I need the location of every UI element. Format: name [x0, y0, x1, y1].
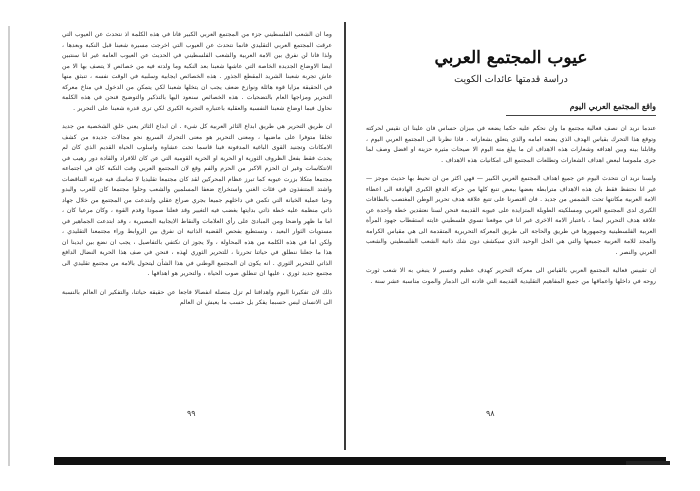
chapter-title: عيوب المجتمع العربي [434, 48, 588, 68]
left-paragraph-3: ذلك لان تفكيرنا اليوم واهدافنا لم تزل متصلة انفصالا فاجعا عن حقيقة حياتنا، والتفكير ان العالم بالنسبة الى الانسان ليس حسبما يفكر بل حسب ما يعيش ان العالم [62, 288, 332, 306]
book-gutter [344, 22, 346, 450]
left-page-number: ٩٩ [187, 409, 196, 418]
left-paragraph-2: ان طريق التحرير هي طريق ابداع الثائر العربية كل شيء . ان ابداع الثائر يعني خلق الشخصية من جديد تخلقا متوفرا على ماضيها ، ومعنى التحرير هو معنى التحرك السريع نحو مجالات جديدة من كشف الامكانات وتجنيد القوى الباغية المدفونة فينا قاسما تحت عشاوة واسلوب الحياة القديم الذي كان لم يحدث فقط بفعل الظروف الثورية او الحرية او الحرية القومية التي عن كان للافراد والقادة دور رهيب في الانتكاسات وغير ان الحزم الاكبر من الحزم والفم وقع لان المجتمع العربي وقت النكبة كان في اجتماعه مجتمعا متكلا بزرت عيوبه كما تبرز عظام المحركين لقد كان مجتمعا تقليديا لا تماسك فيه غيرته التناقضات واشتد المتنفذون في فئات الغني واستخراج ضعفا المسلمين والشعب وحلوا مجتمعا كان للعرب والبدو وحيا عملية الخيانة التي تكمن في داخلهم جميعا بجري صراع عقلي وابتدعت من المجتمع من خلال جهاد ذاتي منظمة عليه خطة ذاتي بدايتها بغضب فيه التغيير وقد فعلنا صمودا وقدم القوة ، وكان مرعيا كان ، اما ما ظهر واضحا ومن المبادئ على رأي العلامات والنقاط الايجابية المصيرية ، وقد ابتدعت الجماهير في مستويات الثوار البعيد ، ونستطيع بفحص القضية الذاتية ان نفرق بين الروابط وراء مجتمعنا التقليدي ، ولكن اما في هذه الكلمة من هذه المحاولة ، ولا يجوز ان نكتفي بالتفاصيل ، يجب ان نضع بين ايدينا ان هذا ما جعلنا ننطلق في حياتنا تحررنا ، للتحرير الثوري لهذه ، فنحن في صف هذا الحرية النضال الدافع الذاتي للتحرير الثوري . انه يكون ان المجتمع الوطني في هذا الشأن ليتحول بالامة من مجتمع تقليدي الى مجتمع جديد ثوري ، عليها ان تنطلق صوب الحياة ، والتحرير هو اهدافها . [62, 123, 332, 277]
right-page [366, 30, 656, 430]
right-paragraph-1: عندما نريد ان نصف فعالية مجتمع ما وان نحكم عليه حكما يضعه في ميزان حساس فان علينا ان نقيس لحركته وتوقع هذا التحرك بقياس الهدف الذي يضعه امامه والذي يتعلق بشعاراته . فاذا نظرنا الى المجتمع العربي اليوم ، وقابلنا بينه وبين اهدافه وشعارات هذه الاهداف ان ما يبلغ منه اليوم الا صيحات مثيرة حزينة او افضل وصف لما جرى ملموسا لبعض اهداف الشعارات وتطلعات المجتمع الى امكانيات هذه الاهداف . [366, 125, 656, 164]
section-heading: واقع المجتمع العربي اليوم [569, 101, 656, 111]
right-paragraph-3: ان تقييس فعالية المجتمع العربي بالقياس الى معركة التحرير كهدف عظيم وعسير لا ينبغي به الا شعب ثورت روحه في داخلها واعماقها من جميع المفاهيم التقليدية القديمة التي قادته الى الدمار والموت مناسبة عشر سنة . [366, 267, 656, 285]
chapter-subtitle: دراسة قدمتها عائدات الكويت [454, 74, 568, 85]
scan-bottom-shadow [54, 457, 666, 465]
scan-corner-shadow [626, 461, 670, 465]
section-rule [506, 115, 656, 116]
left-page [62, 30, 332, 430]
page-edge [8, 26, 10, 466]
right-paragraph-2: ولسنا نريد ان نتحدث اليوم عن جميع اهداف المجتمع العربي الكبير — فهي اكثر من ان نحيط بها حديث موجز — غير انا نحتفظ فقط بان هذه الاهداف مترابطة بعضها ببعض تنبع كلها من حركة الدفع الكبرى الهادفة الى اعطاء الامة العربية مكانتها تحت الشمس من جديد . فان اقتصرنا على تتبع علاقة هدف تحرير الوطن المغتصب بالطاقات الكبرى لدى المجتمع العربي ومسلكيته الطويلة المتزايدة على عيوبه القديمة فنحن لسنا نعتقدين خطة واحدة عن علاقة هدف التحرير ايضا ، باعتبار الامة الاخرى غير انا في موقعنا تسوي فلسطيني غايته استقطاب جهود المرأة العربية الفلسطينية وجمهورها في طريق والحاجة الى طريق المعركة التحريرية المتقدمة الى هي مقياس الكرامة والمجد للامة العربية جميعها والتي هي الحل الوحيد الذي سيكشف دون شك ذاتية الشعب الفلسطيني والشعب العربي والنصر . [366, 175, 656, 256]
left-paragraph-1: وما ان الشعب الفلسطيني جزء من المجتمع العربي الكبير فانا في هذه الكلمة اذ نتحدث عن العيوب التي عرقت المجتمع العربي التقليدي فانما نتحدث عن العيوب التي اخرجت مسيرة شعبنا قبل النكبة وبعدها ، ولذا فانا لن نفرق بين الامة العربية والشعب الفلسطيني في الحديث عن العيوب العامة غير انا سنتبين ايضا الاوضاع الجديدة الخاصة التي عاشها شعبنا بعد النكبة وما ولدته فيه من خصائص لا يتصف بها الا من عاش تجربة شعبنا الشريد المقطع الجذور . هذه الخصائص ايجابية وسلبية في الوقت نفسه ، تنبثق منها في الحقيقة مزايا قوة هائلة ونوازع ضعف يجب ان يتخلها شعبنا لكي يتمكن من الدخول في مناخ معركة التحرير ومزاجها العام بالتضحيات . هذه الخصائص سنعود اليها بالتذكير والتوضيح فنحن في هذه الكلمة نحاول فيما اوضاع شعبنا النفسية والعقلية باعتباره التجربة الكبرى لكي ترى قدرة شعبنا على التحرير . [62, 31, 332, 112]
right-page-number: ٩٨ [486, 409, 495, 418]
